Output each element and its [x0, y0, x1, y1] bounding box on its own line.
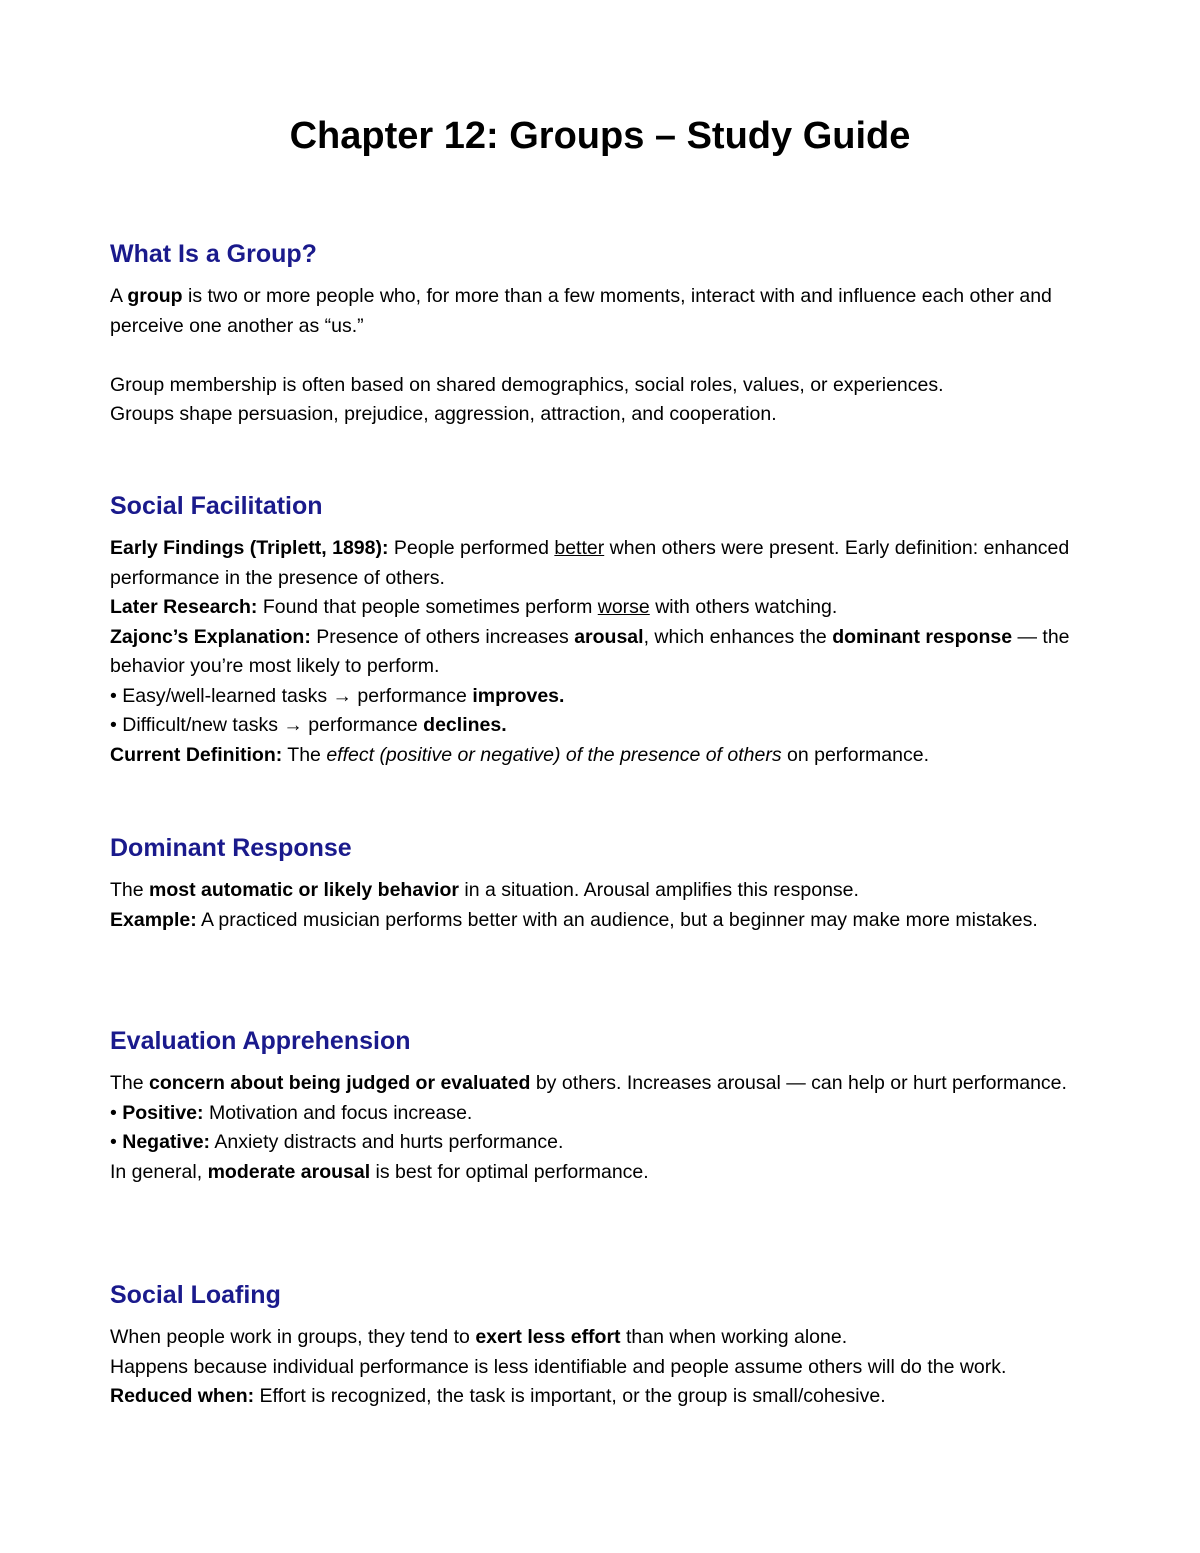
paragraph: Zajonc’s Explanation: Presence of others increases arousal, which enhances the dominant response — the behavior you’re most likely to perform. — [110, 625, 1070, 677]
bullet-item: • Positive: Motivation and focus increase. — [110, 1101, 473, 1124]
bullet-item: • Easy/well-learned tasks → performance improves. — [110, 684, 565, 707]
page-title: Chapter 12: Groups – Study Guide — [289, 115, 911, 157]
section-heading: Evaluation Apprehension — [110, 1027, 411, 1055]
paragraph: A group is two or more people who, for more than a few moments, interact with and influence each other and perceive one another as “us.” — [110, 285, 1052, 337]
section-social-loafing — [110, 1279, 1100, 1412]
paragraph: The most automatic or likely behavior in a situation. Arousal amplifies this response. — [110, 879, 859, 901]
section-what-is-a-group — [110, 238, 1100, 430]
section-evaluation-apprehension — [110, 1025, 1100, 1187]
bullet-item: • Negative: Anxiety distracts and hurts performance. — [110, 1131, 564, 1153]
section-heading: Social Loafing — [110, 1281, 281, 1309]
paragraph: In general, moderate arousal is best for optimal performance. — [110, 1160, 649, 1183]
paragraph: When people work in groups, they tend to exert less effort than when working alone. — [110, 1326, 848, 1348]
paragraph: Current Definition: The effect (positive or negative) of the presence of others on performance. — [110, 743, 930, 766]
paragraph: The concern about being judged or evaluated by others. Increases arousal — can help or hurt performance. — [110, 1072, 1067, 1094]
section-heading: Social Facilitation — [110, 492, 323, 520]
paragraph: Early Findings (Triplett, 1898): People performed better when others were present. Early definition: enhanced performance in the presence of others. — [110, 537, 1070, 589]
section-heading: What Is a Group? — [110, 240, 317, 268]
paragraph: Groups shape persuasion, prejudice, aggression, attraction, and cooperation. — [110, 403, 777, 425]
bullet-item: • Difficult/new tasks → performance declines. — [110, 714, 507, 736]
section-heading: Dominant Response — [110, 834, 352, 862]
paragraph: Happens because individual performance is less identifiable and people assume others will do the work. — [110, 1355, 1007, 1378]
paragraph: Example: A practiced musician performs better with an audience, but a beginner may make more mistakes. — [110, 908, 1038, 931]
paragraph: Group membership is often based on shared demographics, social roles, values, or experiences. — [110, 373, 944, 396]
section-dominant-response — [110, 832, 1100, 935]
section-social-facilitation — [110, 490, 1100, 770]
paragraph: Reduced when: Effort is recognized, the task is important, or the group is small/cohesive. — [110, 1385, 886, 1407]
paragraph: Later Research: Found that people sometimes perform worse with others watching. — [110, 596, 838, 618]
